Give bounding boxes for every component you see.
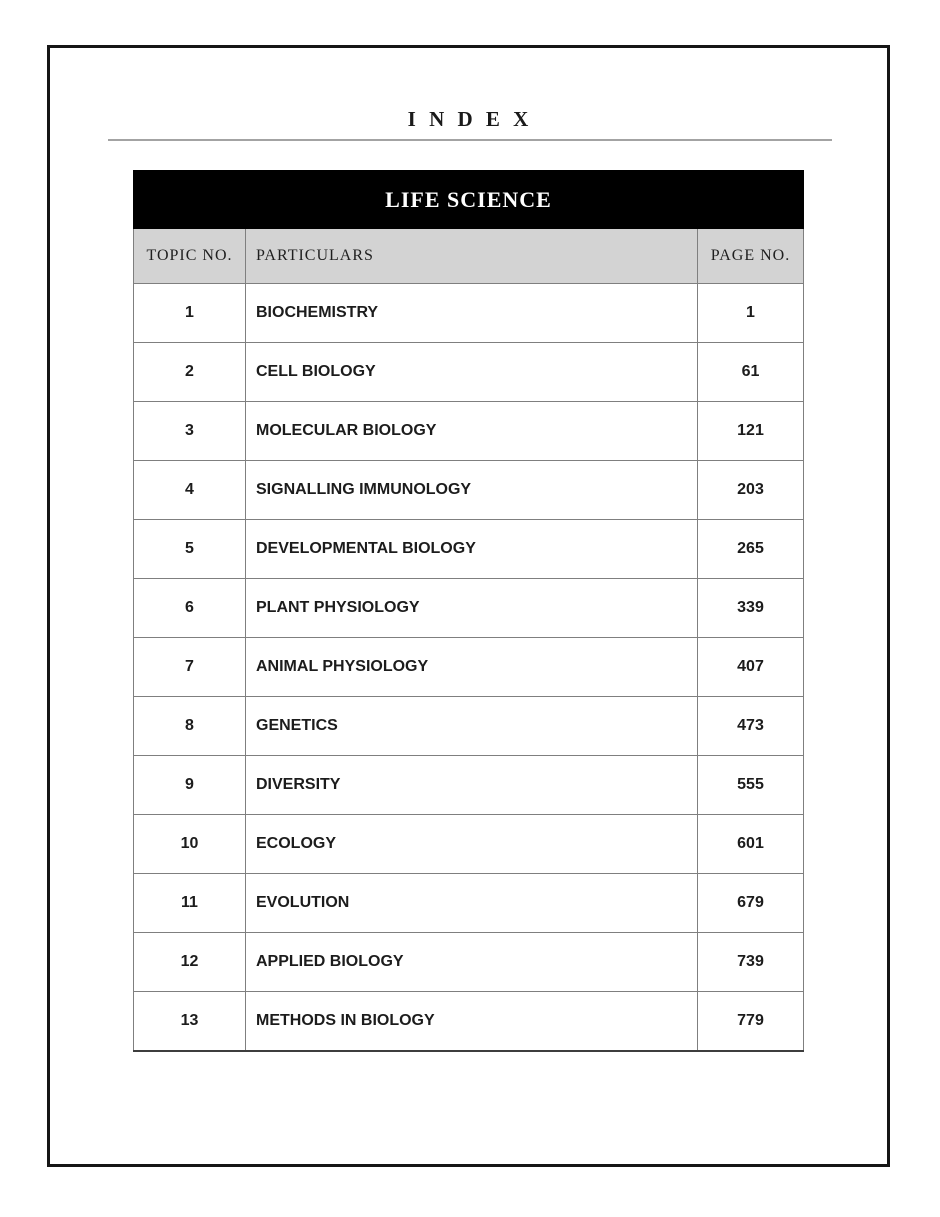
table-row <box>134 284 804 343</box>
index-table <box>133 170 804 1052</box>
particulars-cell: PLANT PHYSIOLOGY <box>246 579 698 638</box>
section-banner: LIFE SCIENCE <box>134 171 804 229</box>
topic-no-cell: 6 <box>134 579 246 638</box>
column-header-particulars: PARTICULARS <box>246 229 698 284</box>
topic-no-cell: 13 <box>134 992 246 1052</box>
page-no-cell: 739 <box>698 933 804 992</box>
particulars-cell: APPLIED BIOLOGY <box>246 933 698 992</box>
table-row <box>134 933 804 992</box>
topic-no-cell: 2 <box>134 343 246 402</box>
topic-no-cell: 10 <box>134 815 246 874</box>
topic-no-cell: 1 <box>134 284 246 343</box>
particulars-cell: DIVERSITY <box>246 756 698 815</box>
page-no-cell: 407 <box>698 638 804 697</box>
particulars-cell: METHODS IN BIOLOGY <box>246 992 698 1052</box>
table-row <box>134 520 804 579</box>
table-row <box>134 638 804 697</box>
topic-no-cell: 11 <box>134 874 246 933</box>
page-no-cell: 339 <box>698 579 804 638</box>
topic-no-cell: 3 <box>134 402 246 461</box>
table-row <box>134 992 804 1052</box>
page-no-cell: 61 <box>698 343 804 402</box>
table-row <box>134 756 804 815</box>
topic-no-cell: 9 <box>134 756 246 815</box>
particulars-cell: ECOLOGY <box>246 815 698 874</box>
particulars-cell: ANIMAL PHYSIOLOGY <box>246 638 698 697</box>
page-title: I N D E X <box>407 107 533 131</box>
table-row <box>134 579 804 638</box>
topic-no-cell: 5 <box>134 520 246 579</box>
topic-no-cell: 7 <box>134 638 246 697</box>
column-header-topic-no: TOPIC NO. <box>134 229 246 284</box>
particulars-cell: SIGNALLING IMMUNOLOGY <box>246 461 698 520</box>
topic-no-cell: 4 <box>134 461 246 520</box>
table-row <box>134 697 804 756</box>
title-rule <box>108 139 832 141</box>
page-no-cell: 601 <box>698 815 804 874</box>
header-row <box>134 229 804 284</box>
page-no-cell: 779 <box>698 992 804 1052</box>
table-row <box>134 343 804 402</box>
particulars-cell: GENETICS <box>246 697 698 756</box>
table-row <box>134 815 804 874</box>
page-no-cell: 265 <box>698 520 804 579</box>
banner-row <box>134 171 804 229</box>
page-no-cell: 555 <box>698 756 804 815</box>
column-header-page-no: PAGE NO. <box>698 229 804 284</box>
table-body <box>134 284 804 1052</box>
topic-no-cell: 12 <box>134 933 246 992</box>
page-no-cell: 121 <box>698 402 804 461</box>
particulars-cell: DEVELOPMENTAL BIOLOGY <box>246 520 698 579</box>
particulars-cell: MOLECULAR BIOLOGY <box>246 402 698 461</box>
page-no-cell: 473 <box>698 697 804 756</box>
particulars-cell: BIOCHEMISTRY <box>246 284 698 343</box>
particulars-cell: EVOLUTION <box>246 874 698 933</box>
page-no-cell: 203 <box>698 461 804 520</box>
page-no-cell: 679 <box>698 874 804 933</box>
page-no-cell: 1 <box>698 284 804 343</box>
table-row <box>134 402 804 461</box>
table-row <box>134 874 804 933</box>
table-row <box>134 461 804 520</box>
topic-no-cell: 8 <box>134 697 246 756</box>
particulars-cell: CELL BIOLOGY <box>246 343 698 402</box>
